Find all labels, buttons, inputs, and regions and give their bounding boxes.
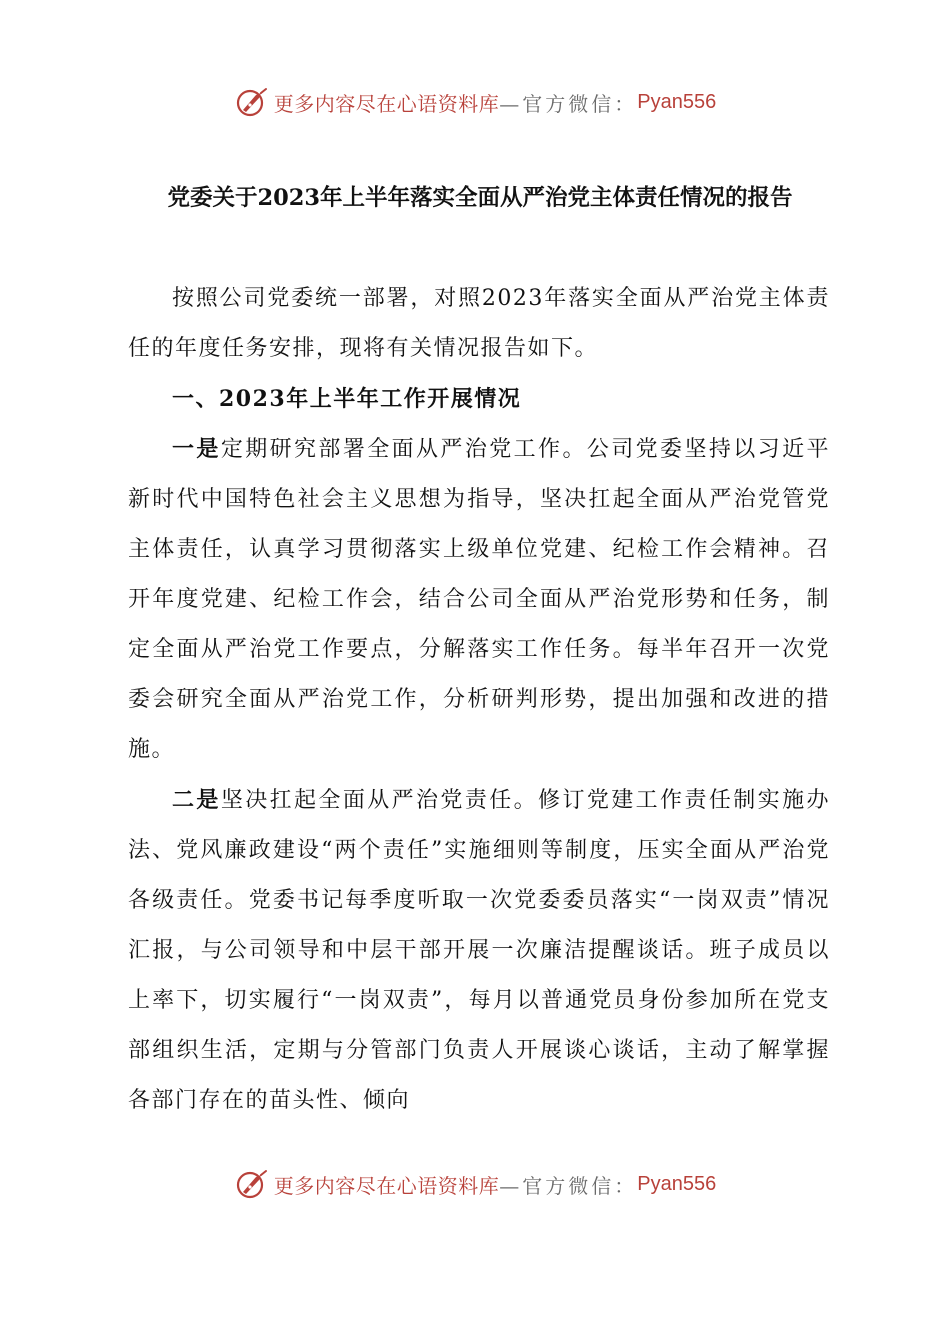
document-title: 党委关于2023年上半年落实全面从严治党主体责任情况的报告 (167, 185, 793, 211)
paragraph-two (128, 775, 830, 1126)
paragraph-one-lead: 一是 (172, 436, 221, 462)
fountain-pen-nib-icon (234, 1166, 270, 1202)
intro-paragraph: 按照公司党委统一部署，对照2023年落实全面从严治党主体责任的年度任务安排，现将有关情况报告如下。 (128, 286, 830, 361)
watermark-wechat-id: Pyan556 (637, 1172, 717, 1195)
fountain-pen-nib-icon (234, 84, 270, 120)
paragraph-one-text: 定期研究部署全面从严治党工作。公司党委坚持以习近平新时代中国特色社会主义思想为指导，坚决扛起全面从严治党管党主体责任，认真学习贯彻落实上级单位党建、纪检工作会精神。召开年度党建、纪检工作会，结合公司全面从严治党形势和任务，制定全面从严治党工作要点，分解落实工作任务。每半年召开一次党委会研究全面从严治党工作，分析研判形势，提出加强和改进的措施。 (128, 437, 830, 762)
section-heading: 一、2023年上半年工作开展情况 (172, 386, 522, 412)
watermark-brand-text: 更多内容尽在心语资料库 (273, 1173, 500, 1198)
paragraph-two-text: 坚决扛起全面从严治党责任。修订党建工作责任制实施办法、党风廉政建设“两个责任”实施细则等制度，压实全面从严治党各级责任。党委书记每季度听取一次党委委员落实“一岗双责”情况汇报，与公司领导和中层干部开展一次廉洁提醒谈话。班子成员以上率下，切实履行“一岗双责”，每月以普通党员身份参加所在党支部组织生活，定期与分管部门负责人开展谈心谈话，主动了解掌握各部门存在的苗头性、倾向 (128, 788, 830, 1113)
watermark-official-label: —官方微信： (499, 1173, 638, 1198)
paragraph-one (128, 424, 830, 775)
watermark-footer (0, 1164, 950, 1204)
watermark-official-label: —官方微信： (499, 91, 638, 116)
watermark-header (0, 82, 950, 122)
watermark-brand-text: 更多内容尽在心语资料库 (273, 91, 500, 116)
paragraph-two-lead: 二是 (172, 787, 221, 813)
document-body (128, 274, 830, 1126)
watermark-wechat-id: Pyan556 (637, 90, 717, 113)
